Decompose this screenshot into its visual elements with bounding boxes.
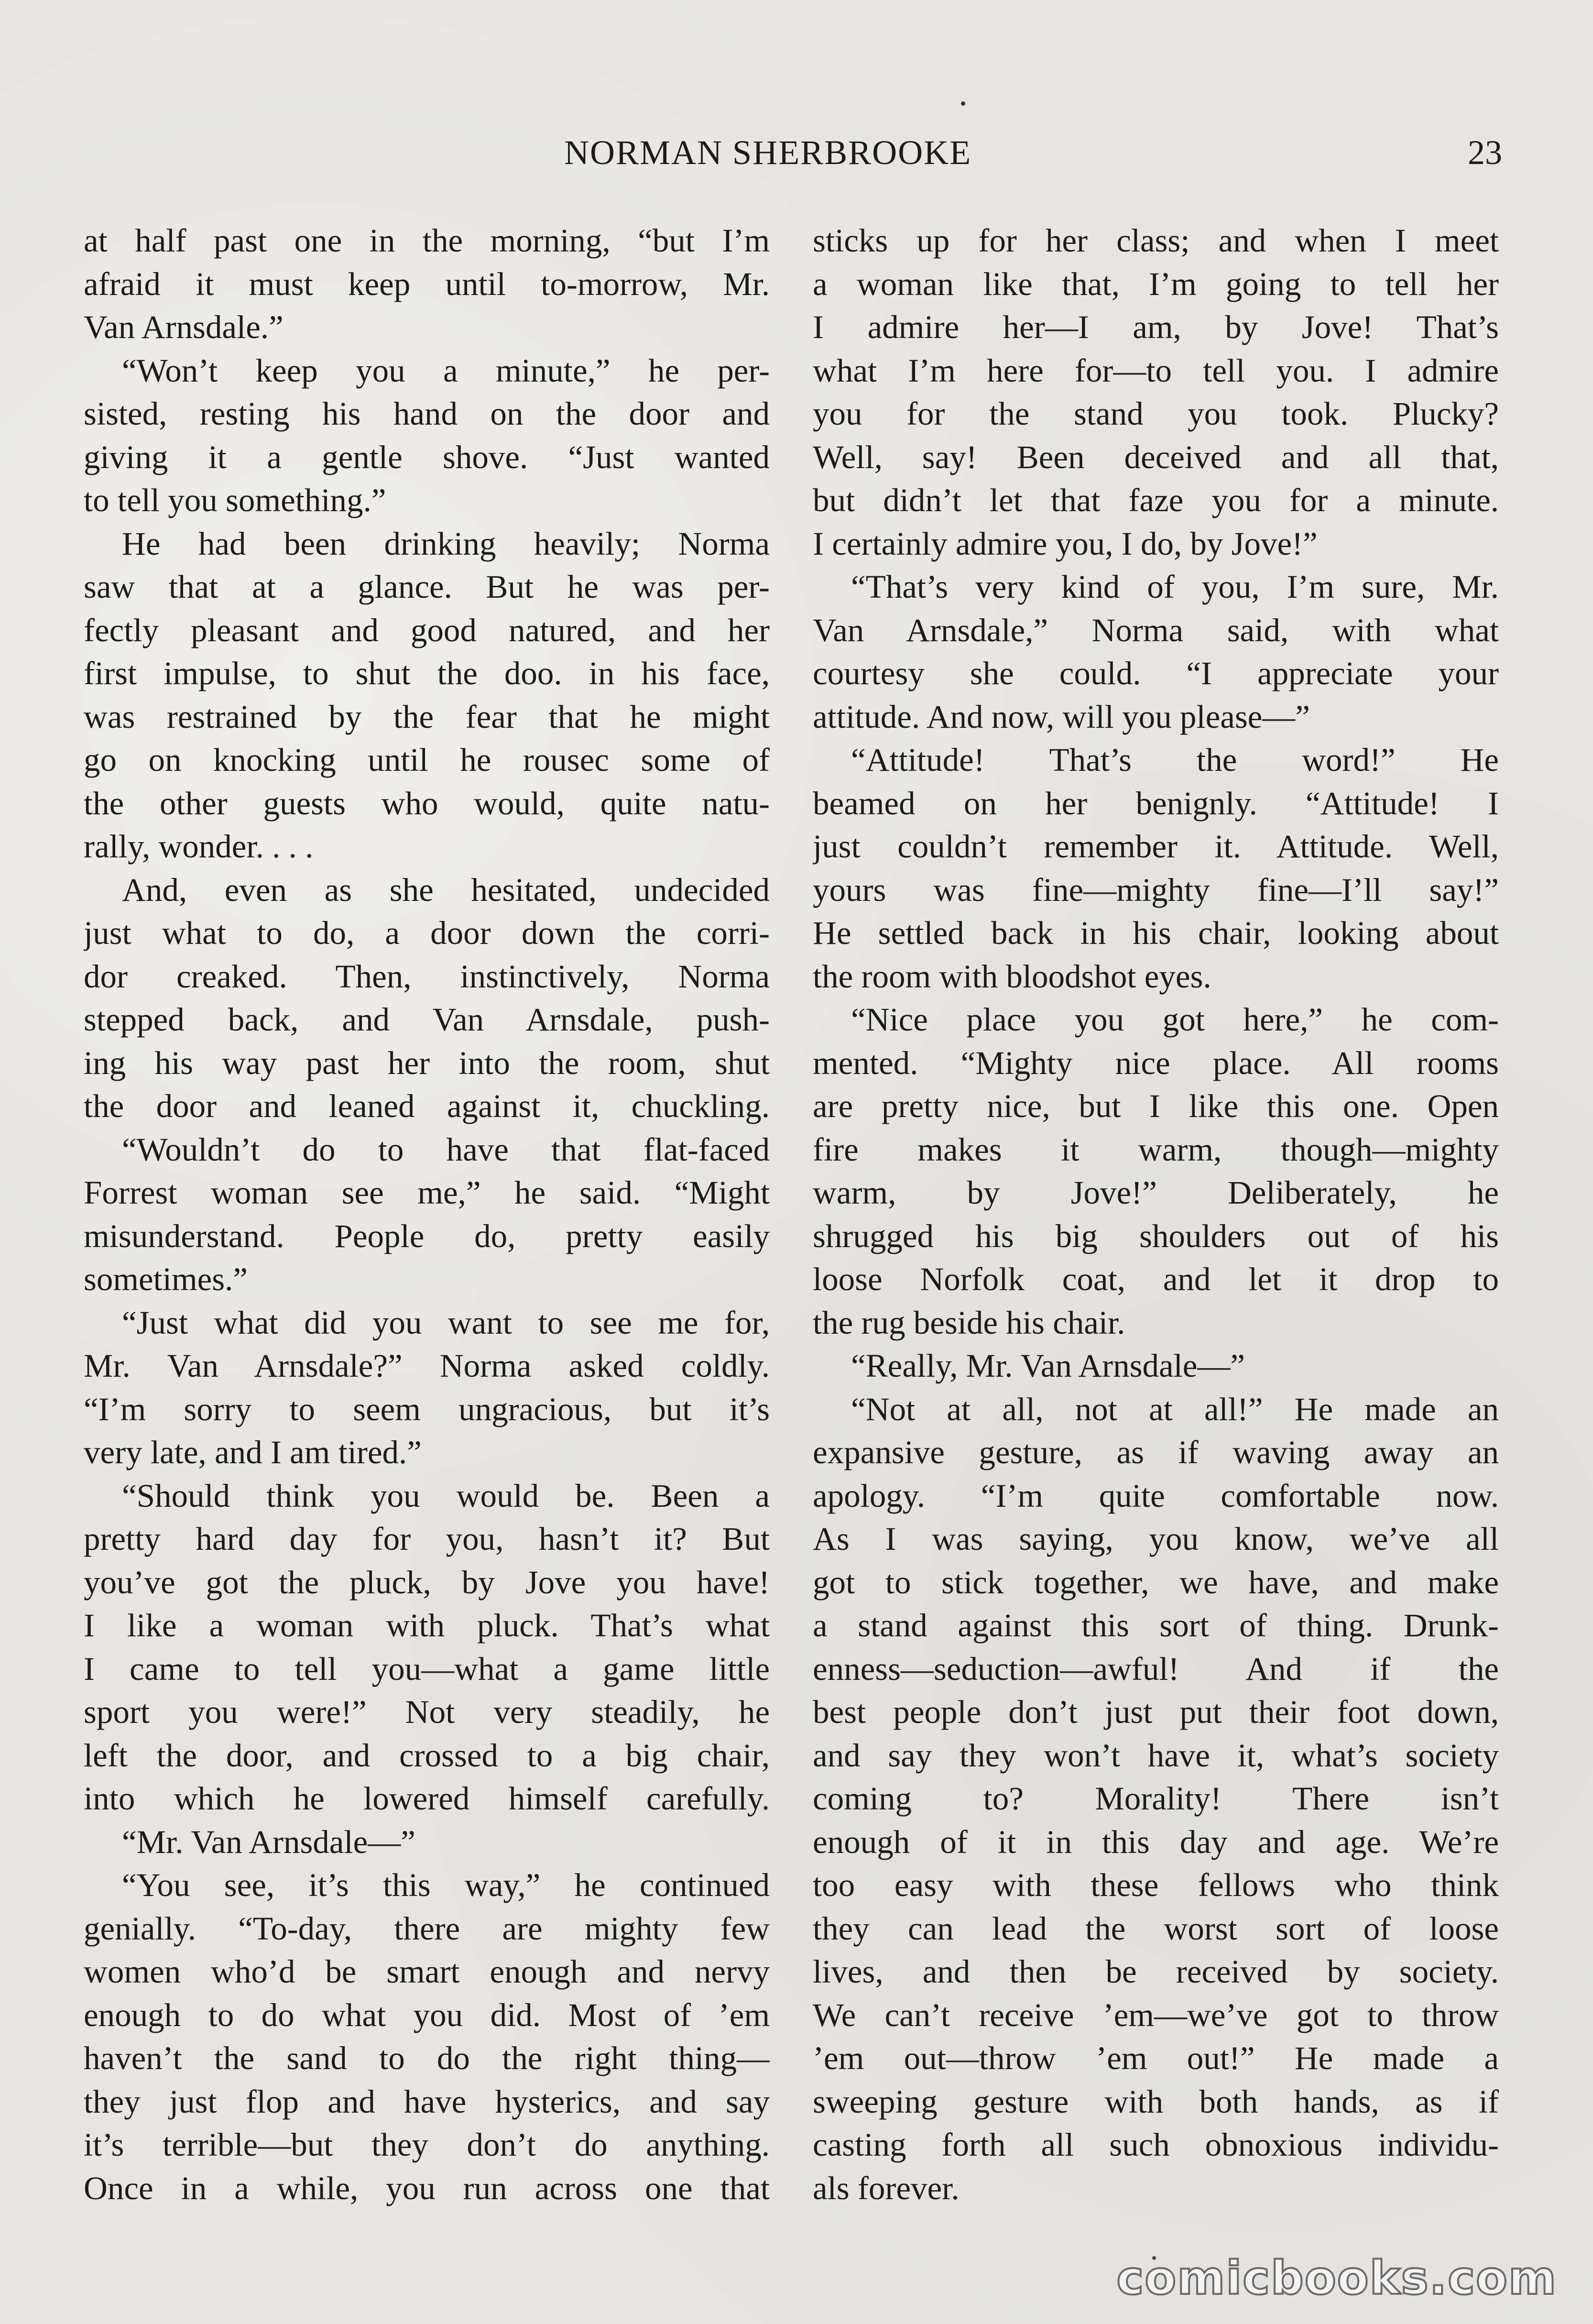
text-line: Well, say! Been deceived and all that, (813, 438, 1499, 475)
text-line: “Won’t keep you a minute,” he per- (122, 352, 770, 389)
text-line: afraid it must keep until to-morrow, Mr. (84, 265, 770, 302)
text-line: “That’s very kind of you, I’m sure, Mr. (851, 569, 1499, 605)
text-line: the other guests who would, quite natu- (84, 785, 770, 822)
text-line: the rug beside his chair. (813, 1304, 1125, 1341)
text-line: fectly pleasant and good natured, and her (84, 612, 770, 648)
text-line: Once in a while, you run across one that (84, 2170, 770, 2206)
text-line: go on knocking until he rousec some of (84, 742, 770, 778)
text-line: Forrest woman see me,” he said. “Might (84, 1174, 770, 1211)
text-line: beamed on her benignly. “Attitude! I (813, 785, 1499, 822)
text-line: just what to do, a door down the corri- (84, 915, 770, 951)
text-line: very late, and I am tired.” (84, 1434, 422, 1470)
text-line: left the door, and crossed to a big chair, (84, 1737, 770, 1774)
text-line: He had been drinking heavily; Norma (122, 525, 770, 562)
text-line: yours was fine—mighty fine—I’ll say!” (813, 871, 1499, 908)
text-line: but didn’t let that faze you for a minute. (813, 482, 1499, 518)
text-line: genially. “To-day, there are mighty few (84, 1910, 770, 1947)
text-line: fire makes it warm, though—mighty (813, 1131, 1499, 1168)
text-line: into which he lowered himself carefully. (84, 1780, 770, 1817)
text-line: Mr. Van Arnsdale?” Norma asked coldly. (84, 1348, 770, 1384)
text-line: the room with bloodshot eyes. (813, 958, 1211, 995)
text-line: Van Arnsdale.” (84, 309, 284, 345)
text-line: pretty hard day for you, hasn’t it? But (84, 1521, 770, 1557)
text-line: sometimes.” (84, 1261, 248, 1297)
text-line: I admire her—I am, by Jove! That’s (813, 309, 1499, 345)
text-line: was restrained by the fear that he might (84, 698, 770, 735)
text-line: ing his way past her into the room, shut (84, 1044, 770, 1081)
text-line: what I’m here for—to tell you. I admire (813, 352, 1499, 389)
text-line: attitude. And now, will you please—” (813, 698, 1310, 735)
text-line: “Not at all, not at all!” He made an (851, 1391, 1499, 1427)
printer-dot (961, 101, 965, 106)
text-line: “Attitude! That’s the word!” He (851, 742, 1499, 778)
text-line: giving it a gentle shove. “Just wanted (84, 438, 770, 475)
text-line: just couldn’t remember it. Attitude. Well, (813, 828, 1499, 865)
text-line: sweeping gesture with both hands, as if (813, 2083, 1499, 2120)
text-line: “Wouldn’t do to have that flat-faced (122, 1131, 770, 1168)
watermark-logo: comicbooks.com (1116, 2251, 1557, 2305)
text-line: loose Norfolk coat, and let it drop to (813, 1261, 1499, 1297)
text-line: casting forth all such obnoxious individu- (813, 2127, 1499, 2163)
text-line: Van Arnsdale,” Norma said, with what (813, 612, 1499, 648)
text-line: saw that at a glance. But he was per- (84, 569, 770, 605)
text-line: sisted, resting his hand on the door and (84, 395, 770, 432)
text-line: got to stick together, we have, and make (813, 1564, 1499, 1600)
text-line: stepped back, and Van Arnsdale, push- (84, 1001, 770, 1038)
text-line: als forever. (813, 2170, 960, 2206)
text-line: lives, and then be received by society. (813, 1953, 1499, 1990)
text-line: warm, by Jove!” Deliberately, he (813, 1174, 1499, 1211)
text-line: coming to? Morality! There isn’t (813, 1780, 1499, 1817)
text-line: As I was saying, you know, we’ve all (813, 1521, 1499, 1557)
text-line: apology. “I’m quite comfortable now. (813, 1477, 1499, 1514)
text-line: enness—seduction—awful! And if the (813, 1650, 1499, 1687)
running-title: NORMAN SHERBROOKE (564, 133, 972, 172)
text-line: expansive gesture, as if waving away an (813, 1434, 1499, 1470)
text-line: are pretty nice, but I like this one. Open (813, 1088, 1499, 1124)
text-line: rally, wonder. . . . (84, 828, 314, 865)
text-line: haven’t the sand to do the right thing— (84, 2040, 770, 2076)
text-line: We can’t receive ’em—we’ve got to throw (813, 1996, 1499, 2033)
text-line: you for the stand you took. Plucky? (813, 395, 1499, 432)
text-line: they can lead the worst sort of loose (813, 1910, 1499, 1947)
text-line: ’em out—throw ’em out!” He made a (813, 2040, 1499, 2076)
text-line: you’ve got the pluck, by Jove you have! (84, 1564, 770, 1600)
text-line: it’s terrible—but they don’t do anything. (84, 2127, 770, 2163)
text-line: sport you were!” Not very steadily, he (84, 1694, 770, 1730)
text-line: “I’m sorry to seem ungracious, but it’s (84, 1391, 770, 1427)
text-line: at half past one in the morning, “but I’m (84, 222, 770, 259)
text-line: dor creaked. Then, instinctively, Norma (84, 958, 770, 995)
text-line: enough to do what you did. Most of ’em (84, 1996, 770, 2033)
text-line: shrugged his big shoulders out of his (813, 1217, 1499, 1254)
text-line: a woman like that, I’m going to tell her (813, 265, 1499, 302)
text-line: first impulse, to shut the doo. in his face, (84, 655, 770, 691)
text-line: And, even as she hesitated, undecided (122, 871, 770, 908)
left-text-column (84, 219, 770, 2210)
text-line: too easy with these fellows who think (813, 1867, 1499, 1903)
right-text-column (813, 219, 1499, 2210)
text-line: I like a woman with pluck. That’s what (84, 1607, 770, 1644)
text-line: mented. “Mighty nice place. All rooms (813, 1044, 1499, 1081)
text-line: “Really, Mr. Van Arnsdale—” (851, 1348, 1245, 1384)
text-line: I certainly admire you, I do, by Jove!” (813, 525, 1318, 562)
text-line: “Mr. Van Arnsdale—” (122, 1823, 415, 1860)
text-line: “You see, it’s this way,” he continued (122, 1867, 770, 1903)
text-line: He settled back in his chair, looking about (813, 915, 1499, 951)
page-number: 23 (1468, 133, 1502, 172)
text-line: women who’d be smart enough and nervy (84, 1953, 770, 1990)
text-line: courtesy she could. “I appreciate your (813, 655, 1499, 691)
text-line: I came to tell you—what a game little (84, 1650, 770, 1687)
text-line: sticks up for her class; and when I meet (813, 222, 1499, 259)
text-line: “Should think you would be. Been a (122, 1477, 770, 1514)
text-line: “Just what did you want to see me for, (122, 1304, 770, 1341)
text-line: best people don’t just put their foot down, (813, 1694, 1499, 1730)
text-line: the door and leaned against it, chuckling. (84, 1088, 770, 1124)
text-line: a stand against this sort of thing. Drunk- (813, 1607, 1499, 1644)
text-line: they just flop and have hysterics, and say (84, 2083, 770, 2120)
text-line: enough of it in this day and age. We’re (813, 1823, 1499, 1860)
text-line: and say they won’t have it, what’s society (813, 1737, 1499, 1774)
text-line: “Nice place you got here,” he com- (851, 1001, 1499, 1038)
text-line: misunderstand. People do, pretty easily (84, 1217, 770, 1254)
text-line: to tell you something.” (84, 482, 386, 518)
